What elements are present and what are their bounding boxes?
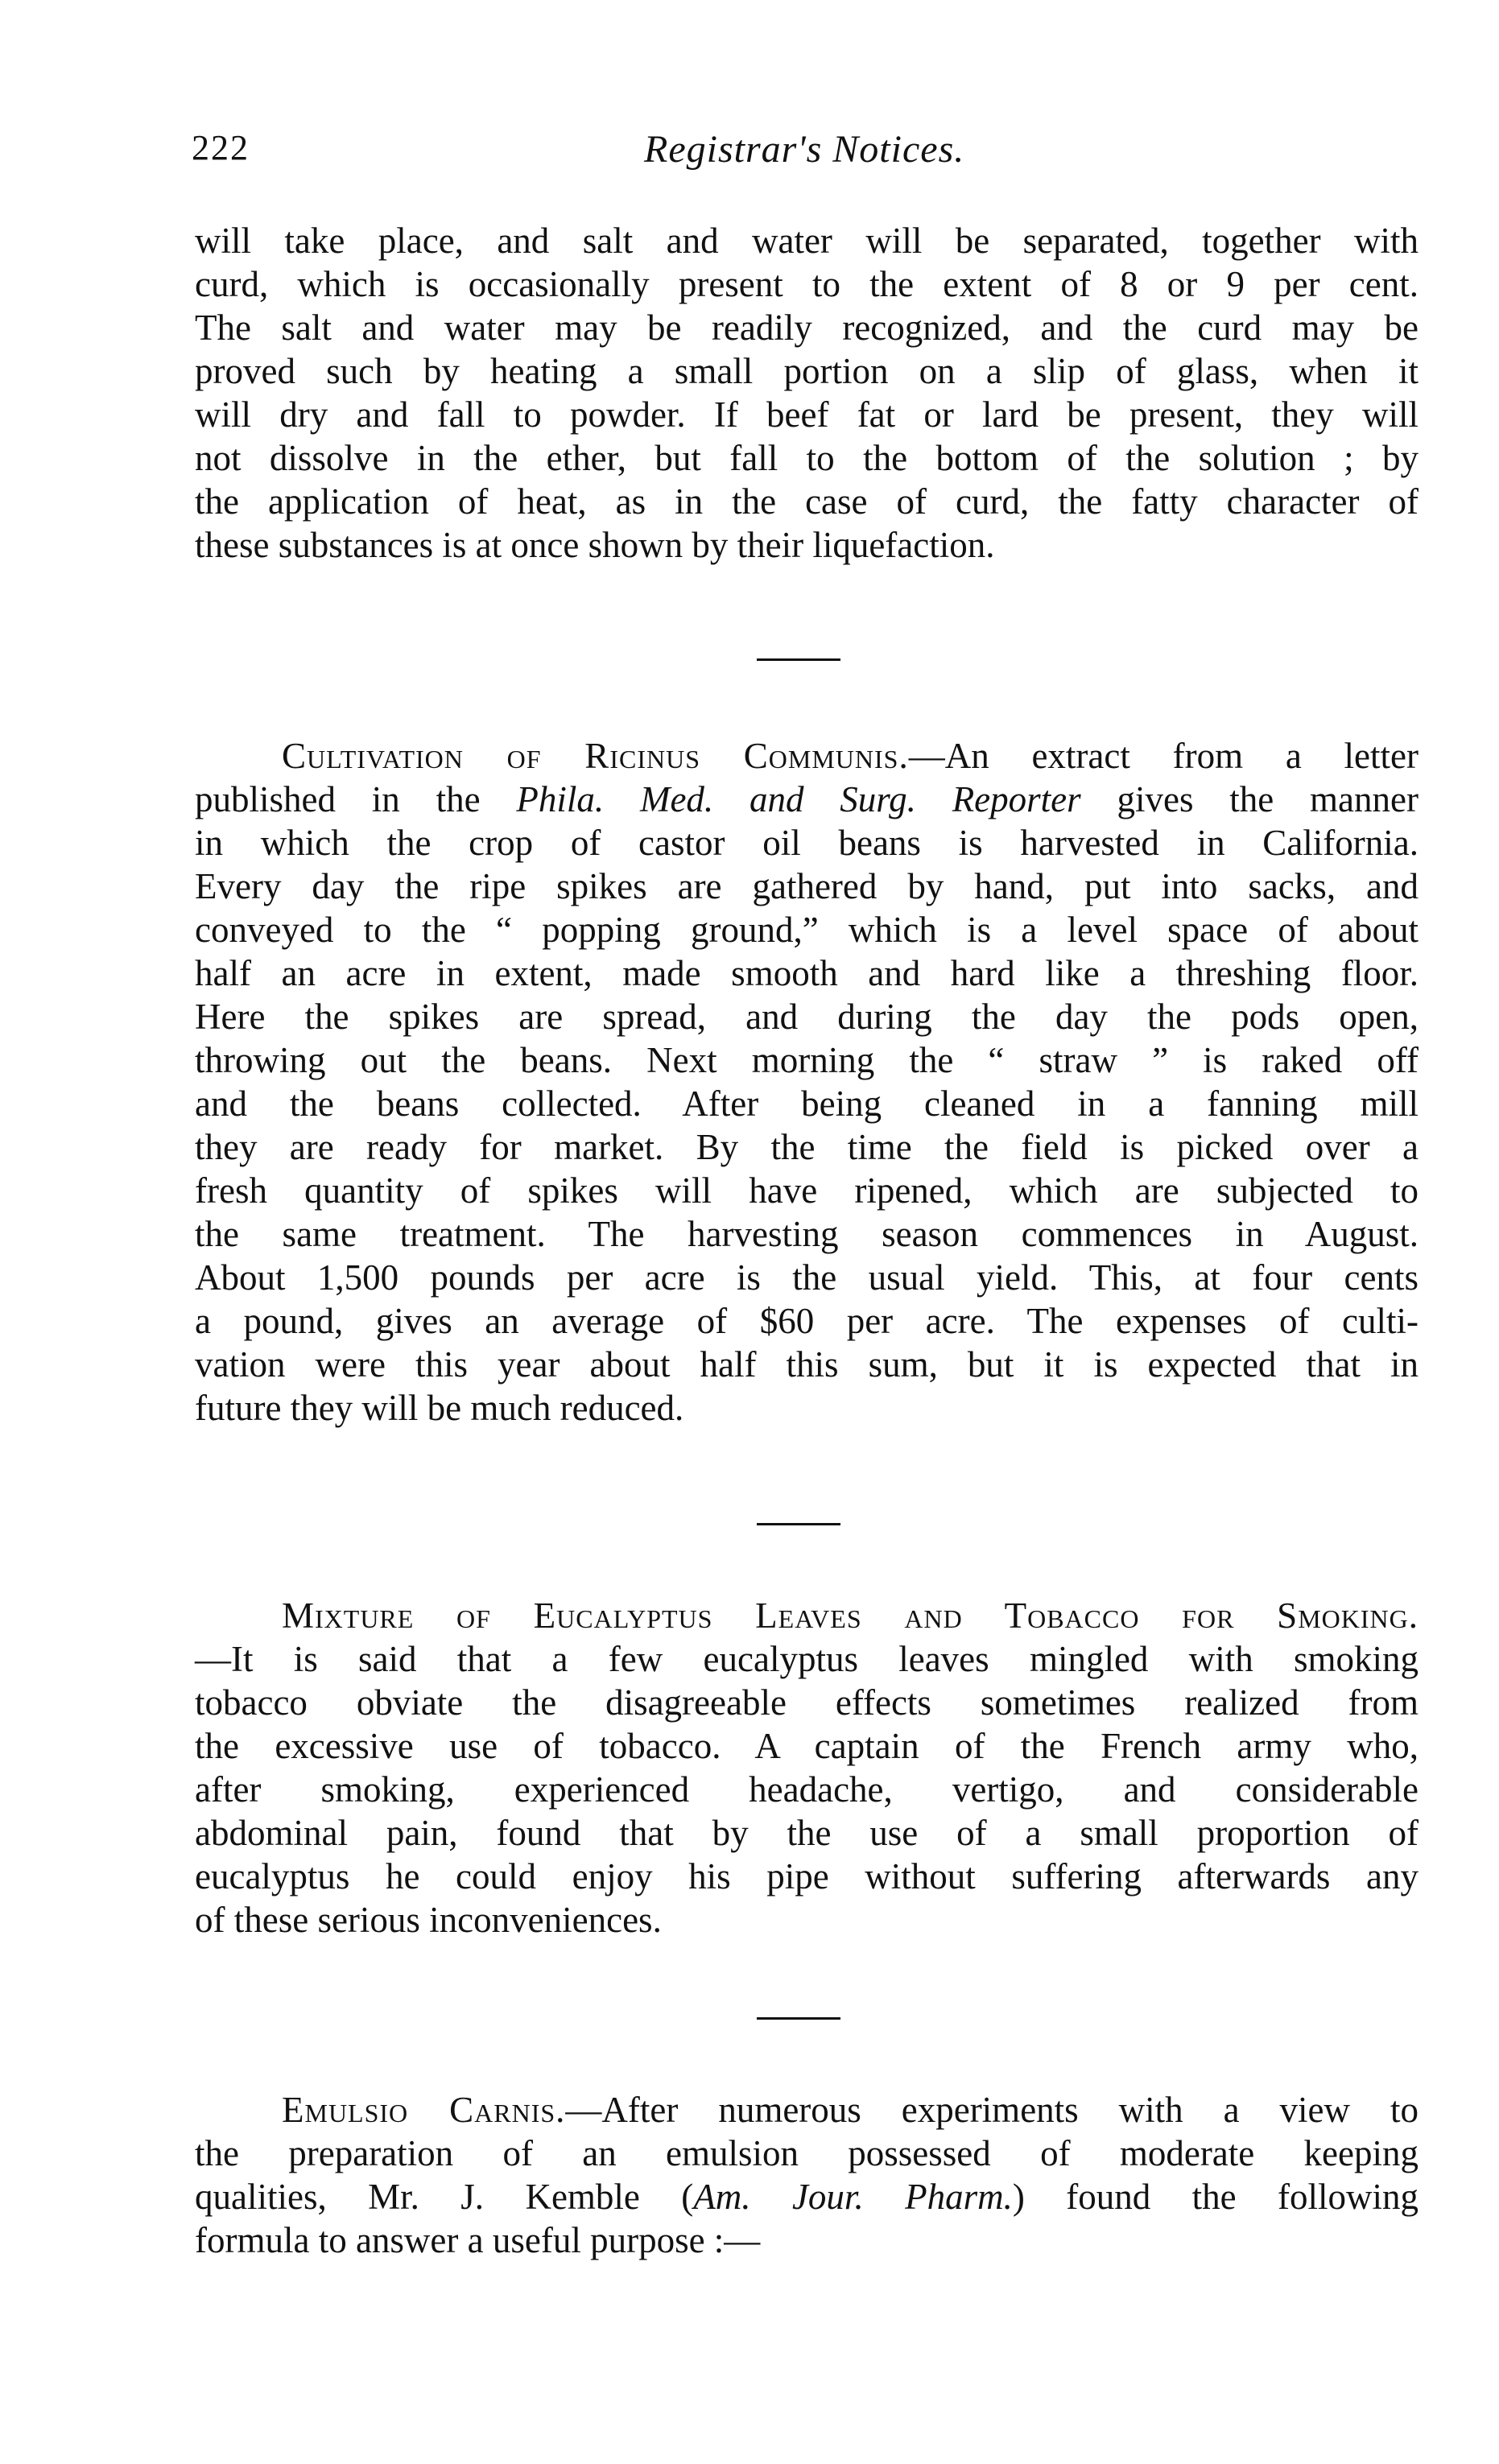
text-fragment: gives the manner <box>1080 779 1418 819</box>
text-line: will dry and fall to powder. If beef fat or lard be present, they will <box>195 394 1418 435</box>
text-line: these substances is at once shown by their liquefaction. <box>195 525 995 565</box>
text-line: the application of heat, as in the case of curd, the fatty character of <box>195 481 1418 522</box>
journal-citation: Phila. Med. and Surg. Reporter <box>516 779 1081 819</box>
text-line: fresh quantity of spikes will have ripened, which are subjected to <box>195 1170 1418 1211</box>
text-line: eucalyptus he could enjoy his pipe without suffering afterwards any <box>195 1856 1418 1896</box>
section-divider <box>757 658 840 661</box>
text-line: future they will be much reduced. <box>195 1388 684 1428</box>
running-title: Registrar's Notices. <box>644 128 965 171</box>
section-divider <box>757 2017 840 2020</box>
running-head <box>0 127 1499 184</box>
text-line: abdominal pain, found that by the use of a small proportion of <box>195 1813 1418 1853</box>
text-line: vation were this year about half this sum, but it is expected that in <box>195 1344 1418 1385</box>
text-line: half an acre in extent, made smooth and hard like a threshing floor. <box>195 953 1418 993</box>
text-line: About 1,500 pounds per acre is the usual yield. This, at four cents <box>195 1257 1418 1298</box>
article-heading-text: Mixture of Eucalyptus Leaves and Tobacco for Smoking. <box>282 1595 1418 1636</box>
article-emulsio-carnis <box>195 2088 1418 2262</box>
text-line: the preparation of an emulsion possessed of moderate keeping <box>195 2133 1418 2173</box>
text-line: throwing out the beans. Next morning the “ straw ” is raked off <box>195 1040 1418 1080</box>
article-first-line <box>195 2088 1418 2132</box>
text-fragment: ) found the following <box>1012 2177 1419 2217</box>
text-line: proved such by heating a small portion on a slip of glass, when it <box>195 351 1418 391</box>
article-heading <box>195 1594 1418 1637</box>
intro-paragraph <box>195 219 1418 567</box>
text-line: after smoking, experienced headache, vertigo, and considerable <box>195 1769 1418 1810</box>
text-line: a pound, gives an average of $60 per acre. The expenses of culti- <box>195 1301 1418 1341</box>
page-number: 222 <box>192 128 250 167</box>
journal-citation: Am. Jour. Pharm. <box>693 2177 1013 2217</box>
text-line: will take place, and salt and water will be separated, together with <box>195 221 1418 261</box>
article-ricinus <box>195 734 1418 1430</box>
text-line: they are ready for market. By the time the field is picked over a <box>195 1127 1418 1167</box>
text-fragment: qualities, Mr. J. Kemble ( <box>195 2177 694 2217</box>
text-line: —It is said that a few eucalyptus leaves mingled with smoking <box>195 1639 1418 1679</box>
article-eucalyptus <box>195 1594 1418 1942</box>
text-line: The salt and water may be readily recognized, and the curd may be <box>195 307 1418 348</box>
text-line: tobacco obviate the disagreeable effects sometimes realized from <box>195 1682 1418 1723</box>
article-heading: Emulsio Carnis. <box>282 2090 566 2130</box>
text-line: not dissolve in the ether, but fall to the bottom of the solution ; by <box>195 438 1418 478</box>
text-line: and the beans collected. After being cleaned in a fanning mill <box>195 1083 1418 1124</box>
text-fragment: —After numerous experiments with a view to <box>565 2090 1418 2130</box>
text-line: formula to answer a useful purpose :— <box>195 2220 761 2260</box>
text-line: of these serious inconveniences. <box>195 1900 662 1940</box>
text-line <box>195 778 1418 821</box>
article-first-line <box>195 734 1418 778</box>
text-fragment: published in the <box>195 779 517 819</box>
text-line <box>195 2175 1418 2218</box>
text-line: conveyed to the “ popping ground,” which is a level space of about <box>195 910 1418 950</box>
text-line: the excessive use of tobacco. A captain of the French army who, <box>195 1726 1418 1766</box>
section-divider <box>757 1523 840 1525</box>
text-line: Here the spikes are spread, and during the day the pods open, <box>195 997 1418 1037</box>
text-line: curd, which is occasionally present to the extent of 8 or 9 per cent. <box>195 264 1418 304</box>
article-heading: Cultivation of Ricinus Communis. <box>282 736 909 776</box>
text-line: the same treatment. The harvesting season commences in August. <box>195 1214 1418 1254</box>
text-fragment: —An extract from a letter <box>908 736 1418 776</box>
text-line: in which the crop of castor oil beans is harvested in California. <box>195 823 1418 863</box>
text-line: Every day the ripe spikes are gathered by hand, put into sacks, and <box>195 866 1418 906</box>
